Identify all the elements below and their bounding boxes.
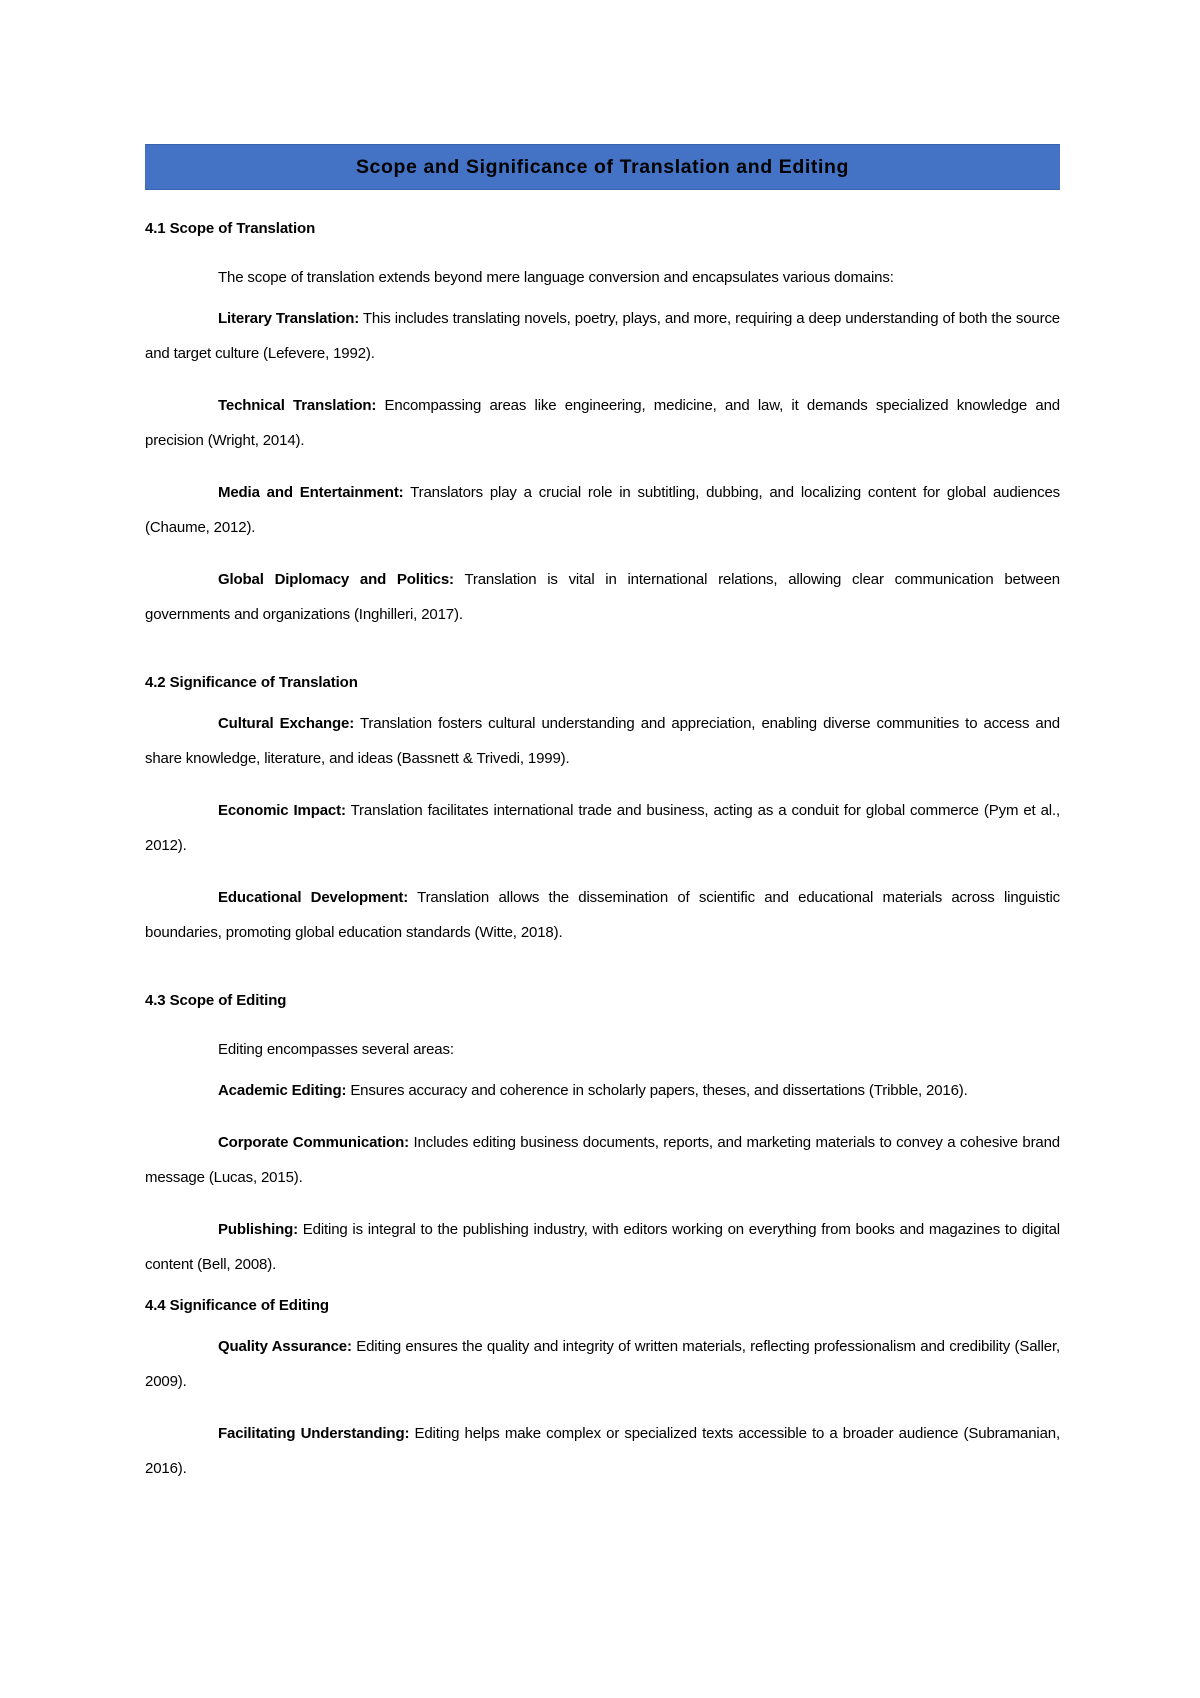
page-title: Scope and Significance of Translation and Editing	[355, 155, 850, 178]
item-text: Translation facilitates international trade and business, acting as a conduit for global commerce (Pym et al., 2012).	[145, 802, 1060, 854]
item-text: Editing ensures the quality and integrity of written materials, reflecting professionalism and credibility (Saller, 2009).	[145, 1338, 1060, 1390]
title-banner	[145, 144, 1060, 190]
item-term: Educational Development:	[218, 889, 409, 906]
section-heading-4-2: 4.2 Significance of Translation	[145, 674, 358, 691]
item-text: This includes translating novels, poetry, plays, and more, requiring a deep understanding of both the source and target culture (Lefevere, 1992).	[145, 310, 1060, 362]
item-term: Quality Assurance:	[218, 1338, 352, 1355]
section-heading-4-1: 4.1 Scope of Translation	[145, 220, 316, 237]
item-term: Media and Entertainment:	[218, 484, 404, 501]
list-item	[145, 1416, 1060, 1486]
section-heading-4-4: 4.4 Significance of Editing	[145, 1297, 329, 1314]
item-term: Economic Impact:	[218, 802, 346, 819]
list-item	[145, 1329, 1060, 1399]
item-text: Editing helps make complex or specialized texts accessible to a broader audience (Subramanian, 2016).	[145, 1425, 1060, 1477]
list-item	[145, 301, 1060, 371]
item-text: Encompassing areas like engineering, medicine, and law, it demands specialized knowledge and precision (Wright, 2014).	[145, 397, 1060, 449]
section-intro: Editing encompasses several areas:	[218, 1041, 454, 1058]
item-term: Cultural Exchange:	[218, 715, 355, 732]
document-page	[145, 144, 1060, 1486]
list-item	[145, 1125, 1060, 1195]
list-item	[145, 562, 1060, 632]
list-item	[145, 706, 1060, 776]
section-heading-4-3: 4.3 Scope of Editing	[145, 992, 287, 1009]
item-text: Ensures accuracy and coherence in scholarly papers, theses, and dissertations (Tribble, 2016).	[346, 1082, 968, 1099]
item-text: Translation is vital in international relations, allowing clear communication between governments and organizations (Inghilleri, 2017).	[145, 571, 1060, 623]
item-text: Translation fosters cultural understanding and appreciation, enabling diverse communities to access and share knowledge, literature, and ideas (Bassnett & Trivedi, 1999).	[145, 715, 1060, 767]
item-term: Technical Translation:	[218, 397, 377, 414]
item-term: Academic Editing:	[218, 1082, 347, 1099]
item-term: Corporate Communication:	[218, 1134, 410, 1151]
section-intro: The scope of translation extends beyond mere language conversion and encapsulates various domains:	[218, 269, 894, 286]
item-text: Translators play a crucial role in subtitling, dubbing, and localizing content for global audiences (Chaume, 2012).	[145, 484, 1060, 536]
item-text: Editing is integral to the publishing industry, with editors working on everything from books and magazines to digital content (Bell, 2008).	[145, 1221, 1060, 1273]
list-item	[145, 1073, 1060, 1108]
item-term: Facilitating Understanding:	[218, 1425, 410, 1442]
list-item	[145, 475, 1060, 545]
list-item	[145, 793, 1060, 863]
item-text: Translation allows the dissemination of scientific and educational materials across linguistic boundaries, promoting global education standards (Witte, 2018).	[145, 889, 1060, 941]
item-term: Global Diplomacy and Politics:	[218, 571, 454, 588]
list-item	[145, 1212, 1060, 1282]
item-text: Includes editing business documents, reports, and marketing materials to convey a cohesive brand message (Lucas, 2015).	[145, 1134, 1060, 1186]
item-term: Publishing:	[218, 1221, 299, 1238]
list-item	[145, 880, 1060, 950]
list-item	[145, 388, 1060, 458]
item-term: Literary Translation:	[218, 310, 360, 327]
